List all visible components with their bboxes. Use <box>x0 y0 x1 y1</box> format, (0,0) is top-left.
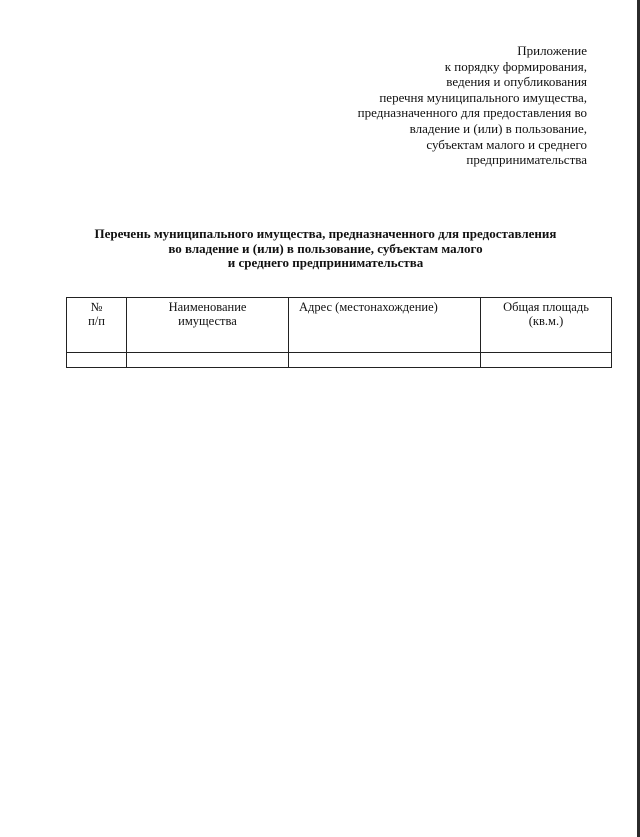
appendix-line: субъектам малого и среднего <box>426 136 587 152</box>
header-name-line: имущества <box>178 314 237 328</box>
header-number-line: п/п <box>88 314 105 328</box>
header-area-line: (кв.м.) <box>528 314 564 328</box>
header-number-line: № <box>90 300 103 314</box>
appendix-line: предпринимательства <box>466 152 587 168</box>
cell-number <box>67 353 127 368</box>
appendix-line: перечня муниципального имущества, <box>379 89 587 105</box>
cell-address <box>289 353 481 368</box>
property-table <box>66 297 612 368</box>
title-line: Перечень муниципального имущества, предназначенного для предоставления <box>94 226 557 241</box>
header-area-line: Общая площадь <box>503 300 589 314</box>
table-row <box>67 353 612 368</box>
header-name <box>127 298 289 353</box>
header-name-line: Наименование <box>168 300 247 314</box>
cell-name <box>127 353 289 368</box>
appendix-line: Приложение <box>517 43 587 58</box>
appendix-note <box>287 43 587 168</box>
appendix-line: к порядку формирования, <box>444 58 587 74</box>
header-number <box>67 298 127 353</box>
title-line: во владение и (или) в пользование, субъектам малого <box>168 240 483 256</box>
appendix-line: предназначенного для предоставления во <box>357 105 587 121</box>
table-header-row <box>67 298 612 353</box>
header-address <box>289 298 481 353</box>
appendix-line: владение и (или) в пользование, <box>409 120 587 136</box>
header-area <box>481 298 612 353</box>
appendix-line: ведения и опубликования <box>446 74 587 90</box>
title-line: и среднего предпринимательства <box>227 255 424 270</box>
header-address-line: Адрес (местонахождение) <box>299 300 438 314</box>
cell-area <box>481 353 612 368</box>
document-title <box>60 227 591 271</box>
